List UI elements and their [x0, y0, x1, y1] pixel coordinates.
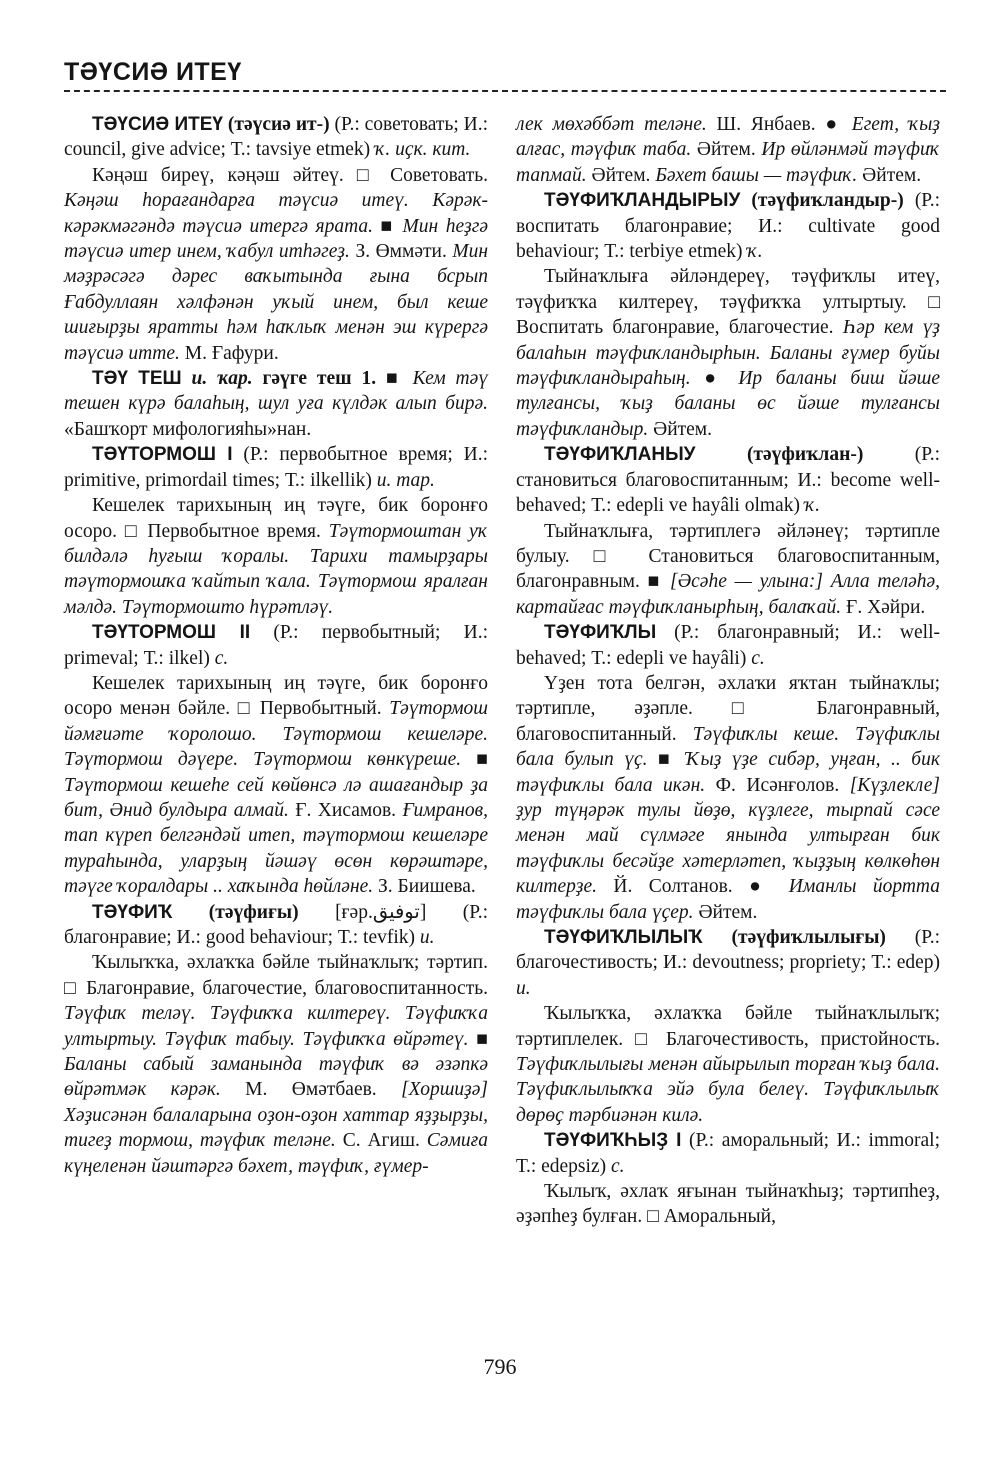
definition — [516, 671, 940, 925]
grammar-label: и. — [516, 977, 531, 999]
word-form: (тәүфиҡлылығы) — [731, 927, 886, 948]
source: Әйтем. — [653, 418, 713, 440]
source: М. Өмәтбаев. — [245, 1079, 377, 1101]
source: С. Агиш. — [342, 1130, 420, 1152]
example: Тәүфиҡлы кеше. Тәүфиҡлы бала булып үҫ. ■ Ҡыҙ үҙе сибәр, уңған, .. бик тәүфиҡлы бала икән. — [516, 723, 941, 796]
headword: ТӘҮФИҠ — [92, 901, 173, 923]
entry-tautormosh-2 — [64, 620, 488, 671]
grammar-label: и. — [419, 927, 435, 948]
right-column — [516, 112, 940, 1230]
example: Тәүтормош кешеһе сей көйөнсә лә ашағандыр ҙа бит, Әнид булдыра алмай. — [64, 774, 488, 821]
entry-continuation — [516, 112, 940, 188]
page-number: 796 — [483, 1354, 517, 1379]
word-form: (тәүфиҡлан-) — [746, 444, 864, 466]
definition-text: Тыйнаҡлыға, тәртиплегә әйләнеү; тәртипле булыу. □ Становиться благовоспитанным, благонравным. — [516, 520, 940, 593]
headword: ТӘҮСИӘ ИТЕҮ — [92, 114, 223, 135]
equivalents: (Р.: благонравный; И.: well-behaved; Т.: edepli ve hayâli) — [516, 622, 940, 669]
equivalents: (Р.: благочестивость; И.: devoutness; propriety; Т.: edep) — [516, 927, 940, 974]
example: Мин мәҙрәсәгә дәрес ваҡытында ғына бсрып Ғабдуллаян хәлфәнән уҡый инем, был кеше шиғырҙы яратты һәм һаҡлыҡ менән эш күрергә тәүсиә итте. — [64, 241, 489, 364]
source: Әйтем. — [862, 164, 922, 186]
etymology-label: [ғәр. — [335, 901, 373, 923]
example: ● Ир баланы биш йәше тулғансы, ҡыҙ баланы өс йәше тулғансы тәүфиҡландыр. — [516, 368, 940, 440]
source: Әйтем. — [696, 139, 756, 161]
grammar-label: и. тар. — [376, 469, 435, 491]
entry-tautormosh-1 — [64, 442, 488, 493]
definition-text: Үҙен тота белгән, әхлаҡи яҡтан тыйнаҡлы; тәртипле, әҙәпле. □ Благонравный, благовоспитанный. — [516, 672, 940, 745]
headword: ТӘҮФИҠЛЫЛЫҠ — [544, 927, 703, 948]
grammar-label: ҡ. иҫк. кит. — [375, 139, 471, 161]
example: [Хоршиҙә] Хәҙисәнән балаларына оҙон-оҙон хаттар яҙҙырҙы, тигеҙ тормош, тәүфиҡ теләне. — [64, 1079, 489, 1152]
source: Ғ. Хисамов. — [295, 799, 397, 821]
example: [Күҙлекле] ҙур түңәрәк тулы йөҙө, күҙлеге, тырпай сәсе менән май сүлмәге янында ултырған бик тәүфиҡлы бесәйҙе хәтерләтеп, ҡыҙҙың көлкөһөн килтерҙе. — [516, 774, 941, 898]
equivalents: (Р.: первобытный; И.: primeval; Т.: ilkel) — [64, 622, 489, 669]
entry-taufiklandyryu — [516, 188, 940, 264]
source: Әйтем. — [698, 901, 758, 923]
word-form: (тәүсиә ит-) — [227, 114, 330, 135]
source: Ш. Янбаев. — [716, 114, 816, 135]
example: ● Егет, ҡыҙ алғас, тәүфиҡ таба. — [516, 114, 940, 161]
left-column — [64, 112, 488, 1179]
source: З. Биишева. — [378, 876, 476, 898]
definition-text: Кәңәш биреү, кәңәш әйтеү. □ Советовать. — [92, 164, 488, 186]
example: Кәңәш һорағандарға тәүсиә итеү. Кәрәк-кәрәкмәгәндә тәүсиә итергә ярата. ■ Мин һеҙгә тәүсиә итер инем, ҡабул итһәгеҙ. — [64, 190, 488, 263]
definition-text: Ҡылыҡҡа, әхлаҡҡа бәйле тыйнаҡлылыҡ; тәртиплелек. □ Благочестивость, пристойность. — [516, 1003, 940, 1050]
grammar-label: ҡ. — [804, 495, 820, 517]
source: З. Өммәти. — [355, 241, 447, 263]
entry-taufikly — [516, 620, 940, 671]
definition — [516, 264, 940, 442]
entry-taufikhyz-1 — [516, 1128, 940, 1179]
example: Тәүфиҡ теләү. Тәүфиҡҡа килтереү. Тәүфиҡҡа ултыртыу. Тәүфиҡ табыу. Тәүфиҡҡа өйрәтеү. ■ Баланы сабый заманында тәүфиҡ вә әзәпкә өйрәтмәк кәрәк. — [64, 1003, 488, 1101]
source: М. Ғафури. — [184, 342, 279, 364]
example: Һәр кем үҙ балаһын тәүфиҡландырһын. Баланы ғүмер буйы тәүфиҡландыраһың. — [516, 317, 940, 390]
equivalents: (Р.: первобытное время; И.: primitive, primordail times; Т.: ilkellik) — [64, 444, 489, 491]
grammar-label: с. — [214, 647, 229, 669]
headword: ТӘҮФИҠЛАНЫУ — [544, 444, 696, 466]
definition-text: Кешелек тарихының иң тәүге, бик боронғо осоро. □ Первобытное время. — [64, 495, 488, 542]
running-head: ТӘҮСИӘ ИТЕҮ — [64, 58, 242, 86]
definition — [64, 493, 488, 620]
example: Бәхет башы — тәүфиҡ. — [655, 164, 858, 186]
headword: ТӘҮТОРМОШ I — [92, 444, 233, 466]
source: Й. Солтанов. — [613, 876, 733, 898]
cross-reference: гәүге теш 1. — [262, 368, 377, 390]
definition — [516, 519, 940, 621]
example: лек мөхәббәт теләне. — [516, 114, 707, 135]
entry-taufik — [64, 900, 488, 951]
grammar-label: ҡ. — [747, 241, 763, 263]
example: Сәмиға күңеленән йәштәргә бәхет, тәүфиҡ, ғүмер- — [64, 1130, 488, 1177]
example: ● Иманлы йортта тәүфиҡлы бала үҫер. — [516, 876, 941, 923]
grammar-label: с. — [610, 1155, 625, 1177]
header-rule — [64, 90, 946, 92]
arabic-etymon: توفيق — [372, 901, 420, 923]
example: Кем тәү тешен күрә балаһың, шул уға күлдәк алып бирә. — [64, 368, 489, 415]
equivalents: (Р.: советовать; И.: council, give advice; Т.: tavsiye etmek) — [64, 114, 489, 161]
equivalents: (Р.: становиться благовоспитанным; И.: become well-behaved; Т.: edepli ve hayâli olmak) — [516, 444, 940, 517]
equivalents: ] (Р.: благонравие; И.: good behaviour; Т.: tevfik) — [64, 901, 488, 948]
definition — [64, 950, 488, 1179]
headword: ТӘҮФИҠЛАНДЫРЫУ — [544, 190, 741, 212]
example: [Әсәһе — улына:] Алла теләһә, картайғас тәүфиҡланырһың, балаҡай. — [516, 571, 941, 618]
example-marker: ■ — [385, 368, 403, 390]
entry-tau-tesh — [64, 366, 488, 442]
equivalents: (Р.: воспитать благонравие; И.: cultivate good behaviour; Т.: terbiye etmek) — [516, 190, 941, 263]
source: Ғ. Хәйри. — [846, 596, 926, 618]
headword: ТӘҮТОРМОШ II — [92, 622, 251, 644]
example-marker: ■ — [647, 571, 663, 593]
headword: ТӘҮФИҠЛЫ — [544, 622, 657, 644]
word-form: (тәүфиҡландыр-) — [751, 190, 904, 212]
example: Тәүтормош йәмғиәте ҡоролошо. Тәүтормош кешеләре. Тәүтормош дәүере. Тәүтормош көнкүреше. — [64, 698, 489, 771]
headword: ТӘҮ ТЕШ — [92, 368, 182, 390]
definition-text: Ҡылыҡ, әхлаҡ яғынан тыйнаҡһыҙ; тәртипһеҙ, әҙәпһеҙ булған. □ Аморальный, — [516, 1181, 940, 1228]
source: Ф. Исәнғолов. — [715, 774, 840, 796]
definition — [516, 1179, 940, 1230]
definition — [64, 163, 488, 366]
source: «Башҡорт мифологияһы»нан. — [64, 418, 312, 440]
definition-text: Ҡылыҡҡа, әхлаҡҡа бәйле тыйнаҡлыҡ; тәртип. □ Благонравие, благочестие, благовоспитанность. — [64, 952, 488, 999]
equivalents: (Р.: аморальный; И.: immoral; Т.: edepsiz) — [516, 1130, 941, 1177]
example: Ғимранов, тап күреп белгәндәй итеп, тәүтормош кешеләре тураһында, уларҙың йәшәү өсөн көрәштәре, тәүге ҡоралдары .. хаҡында һөйләне. — [64, 799, 489, 898]
word-form: (тәүфиғы) — [208, 901, 299, 923]
entry-tausie-iteu — [64, 112, 488, 163]
definition-text: Тыйнаҡлыға әйләндереү, тәүфиҡлы итеү, тәүфиҡҡа килтереү, тәүфиҡҡа ултыртыу. □ Воспитать благонравие, благочестие. — [516, 266, 940, 339]
grammar-label: с. — [751, 647, 765, 669]
definition-text: Кешелек тарихының иң тәүге, бик боронғо осоро менән бәйле. □ Первобытный. — [64, 672, 488, 720]
grammar-label: и. ҡар. — [191, 368, 253, 390]
example: Тәүтормоштан уҡ билдәлә һуғыш ҡоралы. Тарихи тамырҙары тәүтормошҡа ҡайтып ҡала. Тәүтормош яралған мәлдә. Тәүтормошто һүрәтләү. — [64, 520, 488, 618]
example-marker: ■ — [476, 749, 488, 771]
example: Тәүфиҡлылығы менән айырылып торған ҡыҙ бала. Тәүфиҡлылыҡҡа эйә була белеү. Тәүфиҡлылыҡ дөрөҫ тәрбиәнән килә. — [516, 1054, 940, 1126]
source: Әйтем. — [591, 164, 651, 186]
entry-taufiklylyk — [516, 925, 940, 1001]
definition — [64, 671, 488, 900]
headword: ТӘҮФИҠҺЫҘ I — [544, 1130, 682, 1152]
example: Ир өйләнмәй тәүфиҡ тапмай. — [516, 139, 941, 186]
entry-taufiklanyu — [516, 442, 940, 518]
definition — [516, 1001, 940, 1128]
